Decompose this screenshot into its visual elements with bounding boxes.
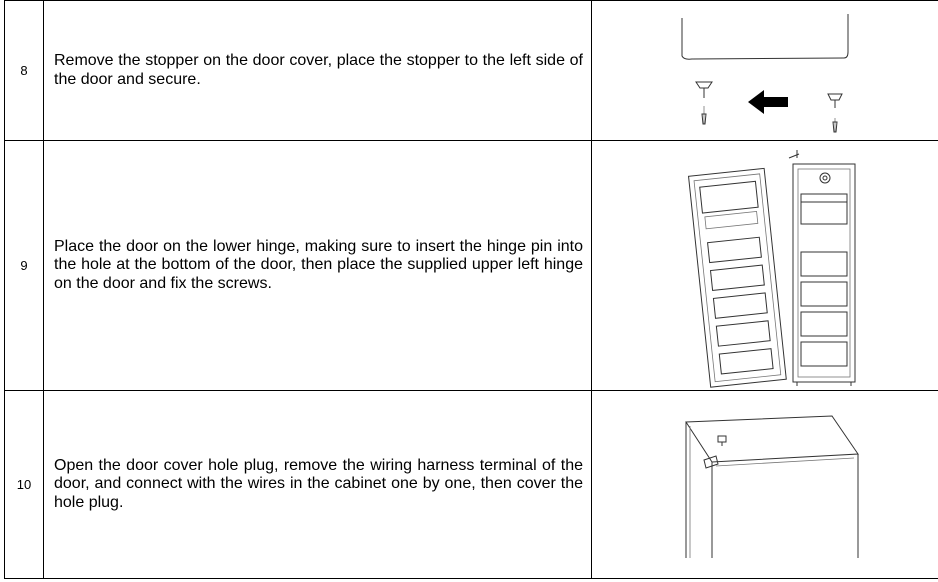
cabinet-top-hole-plug-illustration bbox=[672, 410, 872, 560]
step-text: Open the door cover hole plug, remove the wiring harness terminal of the door, and connect with the wires in the cabinet one by one, then cover the hole plug. bbox=[44, 391, 592, 579]
step-row bbox=[5, 141, 938, 391]
step-number: 8 bbox=[5, 1, 44, 141]
step-text: Remove the stopper on the door cover, place the stopper to the left side of the door and secure. bbox=[44, 1, 592, 141]
step-figure bbox=[592, 391, 938, 579]
step-number: 9 bbox=[5, 141, 44, 391]
step-row bbox=[5, 391, 938, 579]
door-and-cabinet-illustration bbox=[677, 144, 867, 388]
step-row bbox=[5, 1, 938, 141]
step-figure bbox=[592, 1, 938, 141]
step-number: 10 bbox=[5, 391, 44, 579]
step-text: Place the door on the lower hinge, making sure to insert the hinge pin into the hole at the bottom of the door, then place the supplied upper left hinge on the door and fix the screws. bbox=[44, 141, 592, 391]
stopper-move-arrow-illustration bbox=[672, 6, 872, 136]
step-figure bbox=[592, 141, 938, 391]
instruction-table bbox=[4, 0, 938, 579]
